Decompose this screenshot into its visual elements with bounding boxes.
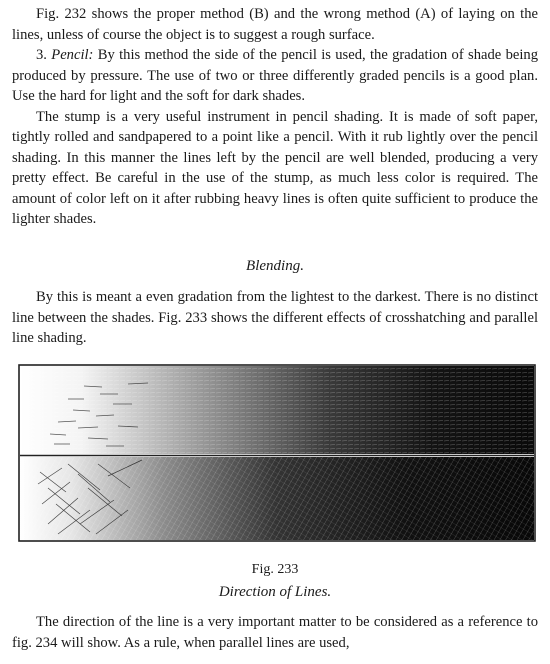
heading-blending: Blending. [246, 258, 304, 274]
figure-233-shading-illustration [18, 364, 536, 542]
text-blending [12, 287, 538, 349]
paragraph-direction: The direction of the line is a very important matter to be considered as a reference to fig. 234 will show. As a rule, when parallel lines are used, [12, 614, 538, 651]
pencil-text: By this method the side of the pencil is used, the gradation of shade being produced by pressure. The use of two or three differently graded pencils is a good plan. Use the hard for light and the soft for dark shades. [12, 47, 539, 104]
paragraph-blending: By this is meant a even gradation from the lightest to the darkest. There is no distinct line between the shades. Fig. 233 shows the different effects of crosshatching and parallel line shading. [12, 289, 538, 346]
text-upper [12, 4, 538, 230]
paragraph-pencil [12, 45, 538, 107]
heading-direction-of-lines: Direction of Lines. [218, 584, 332, 600]
pencil-number: 3. [36, 47, 52, 63]
pencil-label: Pencil: [51, 47, 94, 63]
text-direction [12, 612, 538, 653]
figure-caption: Fig. 233 [251, 562, 299, 577]
paragraph-fig232: Fig. 232 shows the proper method (B) and the wrong method (A) of laying on the lines, unless of course the object is to suggest a rough surface. [12, 6, 538, 43]
paragraph-stump: The stump is a very useful instrument in pencil shading. It is made of soft paper, tightly rolled and sandpapered to a point like a pencil. With it rub lightly over the pencil shading. In this manner the lines left by the pencil are well blended, producing a very pretty effect. Be careful in the use of the stump, as much less color is required. The amount of color left on it after rubbing heavy lines is often quite sufficient to produce the lighter shades. [12, 108, 538, 227]
